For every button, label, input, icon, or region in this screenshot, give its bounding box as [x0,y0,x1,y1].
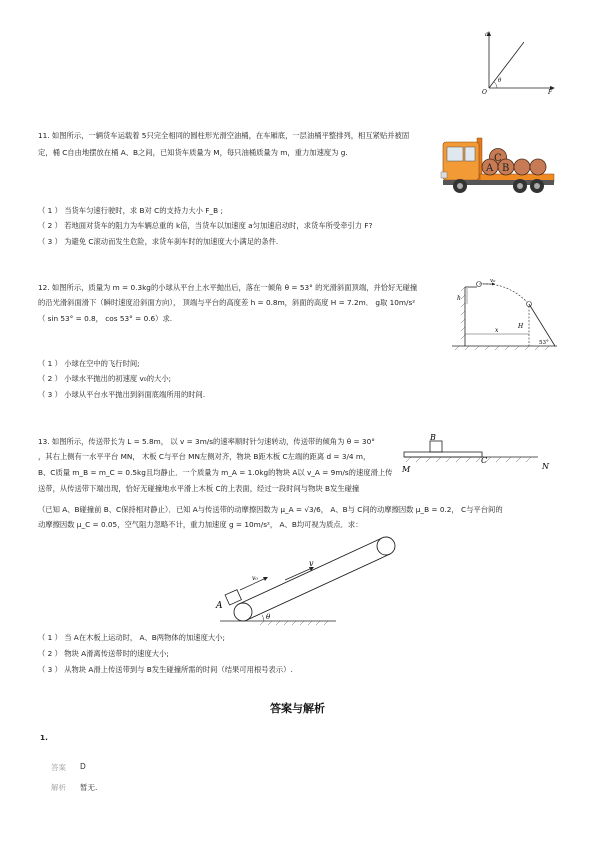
analysis-label: 解析 [51,783,66,792]
slope-h-label: h [457,295,461,302]
slope-angle-label: 53° [539,340,549,346]
slope-figure [447,278,559,354]
q13-stem-line-5: （已知 A、B碰撞前 B、C保持相对静止）．已知 A与传送带的动摩擦因数为 μ_A = √3/6， A、B与 C间的动摩擦因数 μ_B = 0.2， C与平台间的 [38,505,503,514]
q13-stem-line-1: 13. 如图所示，传送带长为 L = 5.8m， 以 v = 3m/s的速率顺时针匀速转动，传送带的倾角为 θ = 30° [38,437,375,446]
truck-figure [440,128,558,198]
q12-stem-line-1: 12. 如图所示，质量为 m = 0.3kg的小球从平台上水平抛出后，落在一倾角 θ = 53° 的光滑斜面顶端，并恰好无碰撞 [38,283,418,292]
q11-sub-3: （ 3 ） 为避免 C滚动而发生危险，求货车刹车时的加速度大小满足的条件. [38,237,279,246]
q11-sub-1: （ 1 ） 当货车匀速行驶时，求 B对 C的支持力大小 F_B ; [38,206,223,215]
board-C-label: C [481,456,488,465]
angle-label: θ [498,78,502,84]
q13-sub-1: （ 1 ） 当 A在木板上运动时， A、B两物体的加速度大小; [38,633,225,642]
q13-stem-line-6: 动摩擦因数 μ_C = 0.05，空气阻力忽略不计，重力加速度 g = 10m/s²， A、B均可视为质点．求： [38,520,363,529]
board-B-label: B [430,433,436,442]
q13-stem-line-4: 送带，从传送带下端出现，恰好无碰撞地水平滑上木板 C的上表面，经过一段时间与物块 B发生碰撞 [38,484,360,493]
analysis-value: 暂无. [80,783,98,792]
slope-x-label: x [495,327,499,334]
axis-x-label: F [548,89,553,96]
conveyor-A-label: A [216,601,223,611]
q13-stem-line-3: B、C质量 m_B = m_C = 0.5kg且均静止．一个质量为 m_A = 1.0kg的物块 A以 v_A = 9m/s的速度滑上传 [38,468,393,477]
q11-stem-line-2: 定，桶 C自由地摆放在桶 A、B之间，已知货车质量为 M，每只油桶质量为 m，重力加速度为 g. [38,148,348,157]
q12-sub-2: （ 2 ） 小球水平抛出的初速度 v₀的大小; [38,374,172,383]
origin-label: O [482,89,487,96]
svg-text:A: A [486,163,494,174]
q13-sub-3: （ 3 ） 从物块 A滑上传送带到与 B发生碰撞所需的时间（结果可用根号表示）. [38,665,293,674]
conveyor-v-label: v [309,559,314,568]
conveyor-theta-label: θ [266,613,271,621]
answer-value: D [80,762,86,771]
svg-text:B: B [502,163,510,174]
conveyor-figure [210,528,410,632]
q13-stem-line-2: ，其右上侧有一水平平台 MN， 木板 C与平台 MN左侧对齐，物块 B距木板 C左端的距离 d = 3/4 m， [38,452,371,461]
q11-sub-2: （ 2 ） 若地面对货车的阻力为车辆总重的 k倍，当货车以加速度 a匀加速启动时，求货车所受牵引力 F? [38,221,373,230]
svg-text:C: C [494,153,502,164]
board-figure [398,432,558,484]
axes-figure [478,28,558,96]
conveyor-v0-label: v₀ [252,575,258,582]
board-N-label: N [542,462,549,471]
slope-H-label: H [518,323,524,330]
board-M-label: M [402,465,411,474]
q13-sub-2: （ 2 ） 物块 A滑离传送带时的速度大小; [38,649,169,658]
q12-stem-line-3: （ sin 53° = 0.8， cos 53° = 0.6）求. [38,314,173,323]
q12-sub-3: （ 3 ） 小球从平台水平抛出到斜面底端所用的时间. [38,390,206,399]
q12-stem-line-2: 的沿光滑斜面滑下（瞬时速度沿斜面方向）， 顶端与平台的高度差 h = 0.8m，斜面的高度 H = 7.2m． g取 10m/s² [38,298,416,307]
axis-y-label: a [485,31,489,38]
answer-label: 答案 [51,763,66,772]
answer-item-number: 1. [40,733,48,742]
q11-stem-line-1: 11. 如图所示，一辆货车运载着 5只完全相同的圆柱形光滑空油桶，在车厢底，一层油桶平整排列，相互紧贴并被固 [38,131,410,140]
slope-v0-label: v₀ [490,278,496,284]
answers-title: 答案与解析 [270,702,325,715]
q12-sub-1: （ 1 ） 小球在空中的飞行时间; [38,359,140,368]
